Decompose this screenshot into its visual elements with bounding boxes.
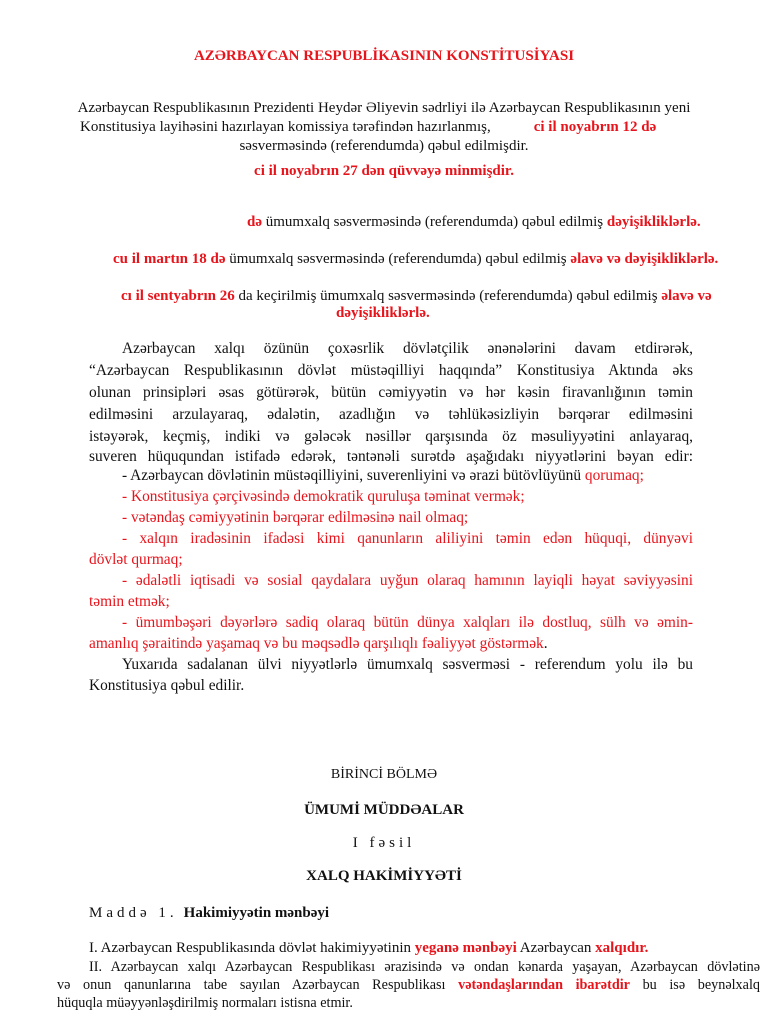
- preamble-line-3: olunan prinsipləri əsas götürərək, bütün cəmiyyətin və hər kəsin firavanlığının təmin: [89, 384, 693, 401]
- intro-date-effective: ci il noyabrın 27 dən qüvvəyə minmişdir.: [254, 163, 514, 179]
- amendment-3-type: əlavə və: [661, 288, 712, 304]
- article-paragraph-2-text: və onun qanunlarına tabe sayılan Azərbaycan Respublikası: [57, 977, 459, 993]
- amendment-1-type: dəyişikliklərlə.: [606, 214, 701, 230]
- preamble-bullet-3: - vətəndaş cəmiyyətinin bərqərar edilməsinə nail olmaq;: [122, 509, 469, 526]
- preamble-line-6: suveren hüququndan istifadə edərək, təntənəli surətdə aşağıdakı niyyətlərini bəyan edir:: [89, 448, 693, 465]
- amendment-2-type: əlavə və dəyişikliklərlə.: [570, 251, 719, 267]
- article-paragraph-1-emphasis: yeganə mənbəyi: [414, 940, 517, 956]
- preamble-bullet-2: - Konstitusiya çərçivəsində demokratik quruluşa təminat vermək;: [122, 488, 525, 505]
- amendment-3: [121, 287, 712, 305]
- intro-date-adopted: ci il noyabrın 12 də: [533, 119, 657, 135]
- article-paragraph-2-line-1: II. Azərbaycan xalqı Azərbaycan Respublikası ərazisində və ondan kənarda yaşayan, Azərbaycan dövlətinə: [89, 959, 760, 975]
- preamble-bullet-4-cont: dövlət qurmaq;: [89, 551, 183, 568]
- preamble-line-5: istəyərək, keçmiş, indiki və gələcək nəsillər qarşısında öz məsuliyyətini anlayaraq,: [89, 428, 693, 445]
- chapter-heading: I fəsil: [352, 835, 416, 851]
- preamble-bullet-6: - ümumbəşəri dəyərlərə sadiq olaraq bütün dünya xalqları ilə dostluq, sülh və əmin-: [122, 614, 693, 631]
- preamble-bullet-6-cont-text: amanlıq şəraitində yaşamaq və bu məqsədlə qarşılıqlı fəaliyyət göstərmək: [89, 635, 544, 652]
- intro-line-1: Azərbaycan Respublikasının Prezidenti Heydər Əliyevin sədrliyi ilə Azərbaycan Respublikasının yeni: [77, 100, 691, 116]
- amendment-2: [113, 250, 718, 268]
- article-paragraph-2-emphasis: vətəndaşlarından ibarətdir: [458, 977, 630, 993]
- chapter-title: XALQ HAKİMİYYƏTİ: [306, 868, 462, 884]
- preamble-line-1: Azərbaycan xalqı özünün çoxəsrlik dövlətçilik ənənələrini davam etdirərək,: [122, 340, 693, 357]
- amendment-3-date: cı il sentyabrın 26: [121, 288, 235, 304]
- article-paragraph-1-emphasis-2: xalqıdır.: [595, 940, 649, 956]
- amendment-1: [247, 213, 701, 231]
- article-paragraph-1: [89, 939, 648, 957]
- preamble-bullet-1-verb: qorumaq;: [584, 467, 644, 484]
- part-title: ÜMUMİ MÜDDƏALAR: [304, 802, 464, 818]
- article-paragraph-1-text: I. Azərbaycan Respublikasında dövlət hakimiyyətinin: [89, 940, 415, 956]
- part-heading: BİRİNCİ BÖLMƏ: [330, 767, 438, 782]
- preamble-line-2: “Azərbaycan Respublikasının dövlət müstəqilliyi haqqında” Konstitusiya Aktında əks: [89, 362, 693, 379]
- preamble-line-4: edilməsini arzulayaraq, ədalətin, azadlığın və təhlükəsizliyin bərqərar edilməsini: [89, 406, 693, 423]
- intro-line-2: [80, 118, 656, 136]
- article-paragraph-1-text-2: Azərbaycan: [516, 940, 596, 956]
- amendment-2-text: ümumxalq səsverməsində (referendumda) qəbul edilmiş: [225, 251, 571, 267]
- amendment-1-date: də: [247, 214, 262, 230]
- preamble-closing-1: Yuxarıda sadalanan ülvi niyyətlərlə ümumxalq səsverməsi - referendum yolu ilə bu: [122, 656, 693, 673]
- preamble-bullet-1: [122, 467, 644, 485]
- article-paragraph-2-line-3: hüquqla müəyyənləşdirilmiş normaları istisna etmir.: [57, 995, 353, 1011]
- preamble-bullet-1-text: - Azərbaycan dövlətinin müstəqilliyini, suverenliyini və ərazi bütövlüyünü: [122, 467, 585, 484]
- preamble-bullet-4: - xalqın iradəsinin ifadəsi kimi qanunların aliliyini təmin edən hüquqi, dünyəvi: [122, 530, 693, 547]
- amendment-3-type-cont: dəyişikliklərlə.: [336, 305, 430, 321]
- article-heading: [89, 904, 329, 922]
- preamble-bullet-6-period: .: [543, 635, 548, 652]
- preamble-closing-2: Konstitusiya qəbul edilir.: [89, 677, 245, 694]
- intro-line-2-text: Konstitusiya layihəsini hazırlayan komissiya tərəfindən hazırlanmış,: [80, 119, 491, 135]
- amendment-2-date: cu il martın 18 də: [113, 251, 226, 267]
- preamble-bullet-6-cont: [89, 635, 548, 653]
- article-title: Hakimiyyətin mənbəyi: [183, 905, 330, 921]
- article-paragraph-2-text-2: bu isə beynəlxalq: [629, 977, 760, 993]
- article-number: Maddə 1.: [89, 905, 178, 921]
- article-paragraph-2-line-2: [57, 976, 760, 994]
- preamble-bullet-5-cont: təmin etmək;: [89, 593, 170, 610]
- intro-line-3: səsverməsində (referendumda) qəbul edilmişdir.: [239, 138, 529, 154]
- document-title: AZƏRBAYCAN RESPUBLİKASININ KONSTİTUSİYASI: [193, 48, 575, 64]
- preamble-bullet-5: - ədalətli iqtisadi və sosial qaydalara uyğun olaraq hamının layiqli həyat səviyyəsini: [122, 572, 693, 589]
- amendment-3-text: da keçirilmiş ümumxalq səsverməsində (referendumda) qəbul edilmiş: [234, 288, 662, 304]
- amendment-1-text: ümumxalq səsverməsində (referendumda) qəbul edilmiş: [262, 214, 607, 230]
